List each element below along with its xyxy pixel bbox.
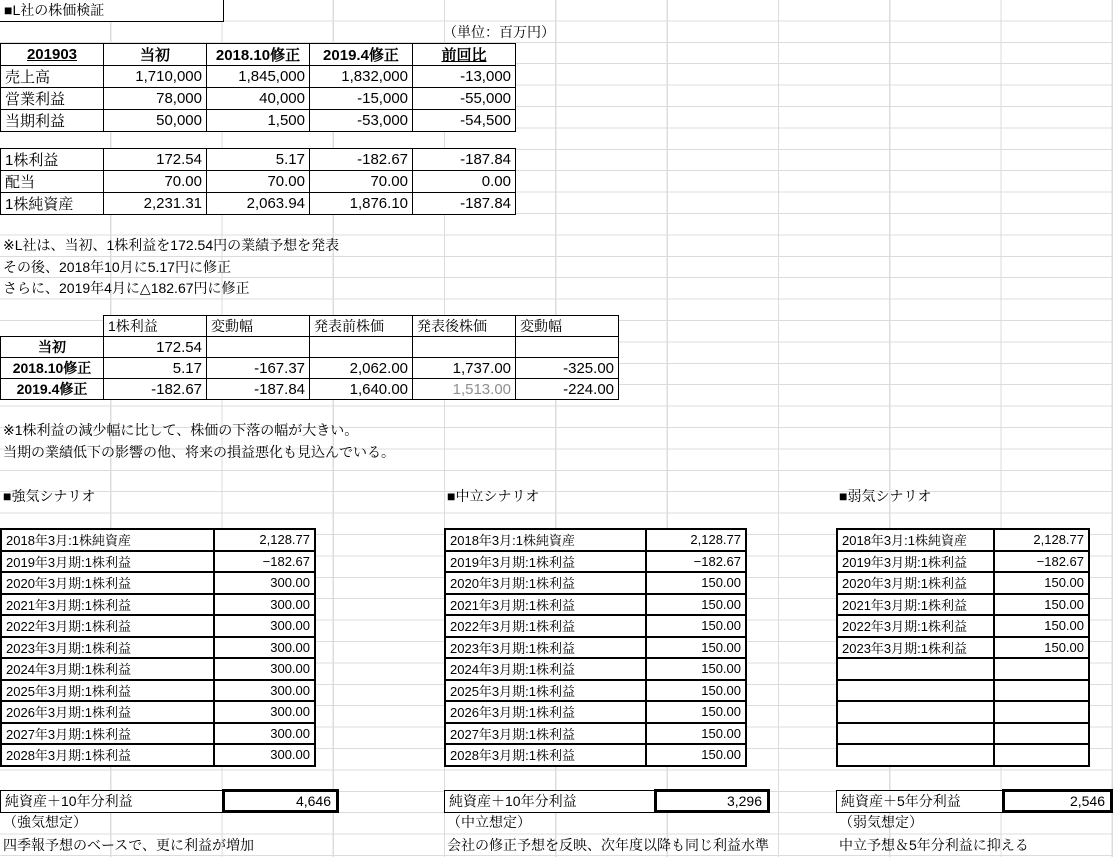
row-label[interactable]: 配当 xyxy=(1,171,104,193)
forecast-revision-table xyxy=(0,43,516,132)
cell[interactable]: -182.67 xyxy=(104,379,207,400)
cell[interactable]: 2,062.00 xyxy=(310,358,413,379)
cell[interactable]: 150.00 xyxy=(646,594,746,616)
row-label[interactable]: 2022年3月期:1株利益 xyxy=(445,615,646,637)
table-row xyxy=(1,744,315,766)
table-row xyxy=(837,572,1089,594)
row-label[interactable]: 2028年3月期:1株利益 xyxy=(1,744,214,766)
cell[interactable]: 2,128.77 xyxy=(994,529,1089,551)
table-row xyxy=(445,615,746,637)
row-label[interactable]: 2027年3月期:1株利益 xyxy=(445,723,646,745)
cell[interactable]: 1,710,000 xyxy=(104,66,207,88)
table-row xyxy=(837,723,1089,745)
row-label[interactable]: 2026年3月期:1株利益 xyxy=(1,701,214,723)
scenario-bullish-title: ■強気シナリオ xyxy=(3,488,96,504)
cell[interactable]: 172.54 xyxy=(104,337,207,358)
table-row xyxy=(445,680,746,702)
column-header[interactable]: 変動幅 xyxy=(516,316,619,337)
summary-label[interactable]: 純資産＋10年分利益 xyxy=(0,790,224,813)
table-row xyxy=(1,680,315,702)
cell[interactable]: -187.84 xyxy=(413,149,516,171)
cell[interactable]: 2,063.94 xyxy=(207,193,310,215)
per-share-table xyxy=(0,148,516,215)
row-label[interactable]: 2027年3月期:1株利益 xyxy=(1,723,214,745)
cell[interactable]: 300.00 xyxy=(214,637,315,659)
cell[interactable]: 50,000 xyxy=(104,110,207,132)
summary-label[interactable]: 純資産＋10年分利益 xyxy=(444,790,656,813)
table-row xyxy=(445,551,746,573)
cell[interactable]: 2,231.31 xyxy=(104,193,207,215)
table-row xyxy=(1,88,516,110)
cell[interactable]: -15,000 xyxy=(310,88,413,110)
table-row xyxy=(1,66,516,88)
row-label[interactable]: 2018.10修正 xyxy=(1,358,104,379)
cell[interactable]: 1,500 xyxy=(207,110,310,132)
table-row xyxy=(837,551,1089,573)
table-row xyxy=(1,551,315,573)
column-header[interactable]: 当初 xyxy=(104,44,207,66)
row-label[interactable]: 2019年3月期:1株利益 xyxy=(1,551,214,573)
note-line: ※1株利益の減少幅に比して、株価の下落の幅が大きい。 xyxy=(3,422,359,438)
cell[interactable]: 150.00 xyxy=(994,572,1089,594)
table-row xyxy=(445,637,746,659)
row-label[interactable]: 2020年3月期:1株利益 xyxy=(1,572,214,594)
table-row xyxy=(1,637,315,659)
sheet-title: ■L社の株価検証 xyxy=(0,0,224,22)
cell[interactable]: -224.00 xyxy=(516,379,619,400)
table-row xyxy=(1,594,315,616)
row-label[interactable]: 2024年3月期:1株利益 xyxy=(445,658,646,680)
cell[interactable] xyxy=(207,337,310,358)
row-label[interactable]: 2020年3月期:1株利益 xyxy=(445,572,646,594)
cell[interactable]: 150.00 xyxy=(646,572,746,594)
table-row xyxy=(837,701,1089,723)
scenario-bullish-table xyxy=(0,528,316,767)
cell[interactable]: -325.00 xyxy=(516,358,619,379)
empty-cell[interactable] xyxy=(837,658,994,680)
cell[interactable]: −182.67 xyxy=(994,551,1089,573)
scenario-comment: 中立予想＆5年分利益に抑える xyxy=(839,837,1029,853)
cell[interactable]: -13,000 xyxy=(413,66,516,88)
cell[interactable]: 150.00 xyxy=(994,594,1089,616)
unit-note: （単位：百万円） xyxy=(443,24,555,40)
note-line: ※L社は、当初、1株利益を172.54円の業績予想を発表 xyxy=(3,237,340,253)
table-row xyxy=(837,529,1089,551)
table-row xyxy=(1,193,516,215)
table-row xyxy=(837,637,1089,659)
row-label[interactable]: 営業利益 xyxy=(1,88,104,110)
cell[interactable]: 150.00 xyxy=(994,637,1089,659)
row-label[interactable]: 2026年3月期:1株利益 xyxy=(445,701,646,723)
cell[interactable]: 300.00 xyxy=(214,594,315,616)
cell[interactable]: 150.00 xyxy=(646,637,746,659)
row-label[interactable]: 2018年3月:1株純資産 xyxy=(445,529,646,551)
assumption-note: （弱気想定） xyxy=(839,814,923,830)
cell[interactable]: 150.00 xyxy=(646,744,746,766)
empty-cell[interactable] xyxy=(994,680,1089,702)
cell[interactable]: 0.00 xyxy=(413,171,516,193)
row-label[interactable]: 2025年3月期:1株利益 xyxy=(1,680,214,702)
cell[interactable]: 150.00 xyxy=(646,680,746,702)
cell[interactable]: 5.17 xyxy=(104,358,207,379)
table-row xyxy=(837,658,1089,680)
scenario-comment: 会社の修正予想を反映、次年度以降も同じ利益水準 xyxy=(447,837,769,853)
table-row xyxy=(1,379,619,400)
column-header[interactable]: 201903 xyxy=(1,44,104,66)
row-label[interactable]: 1株純資産 xyxy=(1,193,104,215)
table-row xyxy=(1,615,315,637)
row-label[interactable]: 2022年3月期:1株利益 xyxy=(837,615,994,637)
row-label[interactable]: 2019年3月期:1株利益 xyxy=(445,551,646,573)
note-line: その後、2018年10月に5.17円に修正 xyxy=(3,259,231,275)
cell[interactable]: 300.00 xyxy=(214,680,315,702)
summary-value-box[interactable]: 4,646 xyxy=(222,789,339,813)
row-label[interactable]: 2022年3月期:1株利益 xyxy=(1,615,214,637)
row-label[interactable]: 2019.4修正 xyxy=(1,379,104,400)
column-header[interactable]: 2019.4修正 xyxy=(310,44,413,66)
cell[interactable] xyxy=(516,337,619,358)
cell[interactable]: -55,000 xyxy=(413,88,516,110)
cell[interactable]: -187.84 xyxy=(207,379,310,400)
table-row xyxy=(1,337,619,358)
cell[interactable]: 1,845,000 xyxy=(207,66,310,88)
column-header[interactable]: 発表前株価 xyxy=(310,316,413,337)
row-label[interactable]: 当初 xyxy=(1,337,104,358)
cell[interactable]: 300.00 xyxy=(214,723,315,745)
empty-cell[interactable] xyxy=(994,658,1089,680)
cell[interactable]: 40,000 xyxy=(207,88,310,110)
cell[interactable]: 2,128.77 xyxy=(214,529,315,551)
column-header[interactable]: 発表後株価 xyxy=(413,316,516,337)
cell[interactable]: −182.67 xyxy=(214,551,315,573)
price-reaction-table xyxy=(0,315,619,400)
cell[interactable]: 300.00 xyxy=(214,572,315,594)
row-label[interactable]: 2023年3月期:1株利益 xyxy=(1,637,214,659)
table-row xyxy=(1,171,516,193)
empty-cell[interactable] xyxy=(837,680,994,702)
summary-value-box[interactable]: 3,296 xyxy=(654,789,770,813)
table-row xyxy=(837,744,1089,766)
cell[interactable]: 300.00 xyxy=(214,615,315,637)
table-row xyxy=(445,572,746,594)
table-row xyxy=(1,572,315,594)
table-row xyxy=(1,658,315,680)
row-label[interactable]: 2020年3月期:1株利益 xyxy=(837,572,994,594)
cell[interactable]: 150.00 xyxy=(646,723,746,745)
cell[interactable]: 70.00 xyxy=(104,171,207,193)
corner-cell[interactable] xyxy=(1,316,104,337)
summary-value-box[interactable]: 2,546 xyxy=(1002,789,1113,813)
cell[interactable]: 150.00 xyxy=(646,658,746,680)
row-label[interactable]: 2018年3月:1株純資産 xyxy=(1,529,214,551)
cell[interactable]: 1,876.10 xyxy=(310,193,413,215)
cell[interactable]: 5.17 xyxy=(207,149,310,171)
scenario-neutral-table xyxy=(444,528,747,767)
row-label[interactable]: 当期利益 xyxy=(1,110,104,132)
table-row xyxy=(445,658,746,680)
cell[interactable]: 150.00 xyxy=(994,615,1089,637)
table-row xyxy=(1,110,516,132)
row-label[interactable]: 2018年3月:1株純資産 xyxy=(837,529,994,551)
cell[interactable]: 1,513.00 xyxy=(413,379,516,400)
cell[interactable]: -187.84 xyxy=(413,193,516,215)
cell[interactable]: -167.37 xyxy=(207,358,310,379)
table-row xyxy=(1,44,516,66)
cell[interactable]: 1,737.00 xyxy=(413,358,516,379)
cell[interactable] xyxy=(310,337,413,358)
row-label[interactable]: 2021年3月期:1株利益 xyxy=(837,594,994,616)
table-row xyxy=(1,358,619,379)
table-row xyxy=(1,529,315,551)
table-row xyxy=(445,701,746,723)
row-label[interactable]: 2021年3月期:1株利益 xyxy=(445,594,646,616)
row-label[interactable]: 売上高 xyxy=(1,66,104,88)
row-label[interactable]: 1株利益 xyxy=(1,149,104,171)
table-row xyxy=(1,316,619,337)
assumption-note: （強気想定） xyxy=(3,814,87,830)
cell[interactable]: 70.00 xyxy=(310,171,413,193)
note-line: さらに、2019年4月に△182.67円に修正 xyxy=(3,280,250,296)
cell[interactable]: 1,640.00 xyxy=(310,379,413,400)
column-header[interactable]: 前回比 xyxy=(413,44,516,66)
table-row xyxy=(445,529,746,551)
cell[interactable]: 300.00 xyxy=(214,744,315,766)
cell[interactable]: 300.00 xyxy=(214,701,315,723)
column-header[interactable]: 変動幅 xyxy=(207,316,310,337)
cell[interactable]: 70.00 xyxy=(207,171,310,193)
row-label[interactable]: 2019年3月期:1株利益 xyxy=(837,551,994,573)
cell[interactable]: 300.00 xyxy=(214,658,315,680)
cell[interactable]: 78,000 xyxy=(104,88,207,110)
cell[interactable]: -53,000 xyxy=(310,110,413,132)
table-row xyxy=(837,594,1089,616)
cell[interactable] xyxy=(413,337,516,358)
scenario-bearish-title: ■弱気シナリオ xyxy=(839,488,932,504)
row-label[interactable]: 2023年3月期:1株利益 xyxy=(837,637,994,659)
table-row xyxy=(837,680,1089,702)
cell[interactable]: 150.00 xyxy=(646,615,746,637)
cell[interactable]: 150.00 xyxy=(646,701,746,723)
table-row xyxy=(445,744,746,766)
row-label[interactable]: 2024年3月期:1株利益 xyxy=(1,658,214,680)
note-line: 当期の業績低下の影響の他、将来の損益悪化も見込んでいる。 xyxy=(3,444,395,460)
cell[interactable]: −182.67 xyxy=(646,551,746,573)
cell[interactable]: 1,832,000 xyxy=(310,66,413,88)
scenario-bearish-table xyxy=(836,528,1090,767)
table-row xyxy=(837,615,1089,637)
table-row xyxy=(445,594,746,616)
table-row xyxy=(1,723,315,745)
empty-cell[interactable] xyxy=(837,723,994,745)
column-header[interactable]: 2018.10修正 xyxy=(207,44,310,66)
empty-cell[interactable] xyxy=(994,701,1089,723)
empty-cell[interactable] xyxy=(994,744,1089,766)
row-label[interactable]: 2028年3月期:1株利益 xyxy=(445,744,646,766)
scenario-neutral-title: ■中立シナリオ xyxy=(447,488,540,504)
cell[interactable]: 172.54 xyxy=(104,149,207,171)
cell[interactable]: 2,128.77 xyxy=(646,529,746,551)
cell[interactable]: -182.67 xyxy=(310,149,413,171)
table-row xyxy=(445,723,746,745)
row-label[interactable]: 2021年3月期:1株利益 xyxy=(1,594,214,616)
table-row xyxy=(1,701,315,723)
table-row xyxy=(1,149,516,171)
assumption-note: （中立想定） xyxy=(447,814,531,830)
empty-cell[interactable] xyxy=(837,701,994,723)
column-header[interactable]: 1株利益 xyxy=(104,316,207,337)
row-label[interactable]: 2025年3月期:1株利益 xyxy=(445,680,646,702)
scenario-comment: 四季報予想のベースで、更に利益が増加 xyxy=(3,837,255,853)
empty-cell[interactable] xyxy=(994,723,1089,745)
cell[interactable]: -54,500 xyxy=(413,110,516,132)
summary-label[interactable]: 純資産＋5年分利益 xyxy=(836,790,1004,813)
row-label[interactable]: 2023年3月期:1株利益 xyxy=(445,637,646,659)
empty-cell[interactable] xyxy=(837,744,994,766)
